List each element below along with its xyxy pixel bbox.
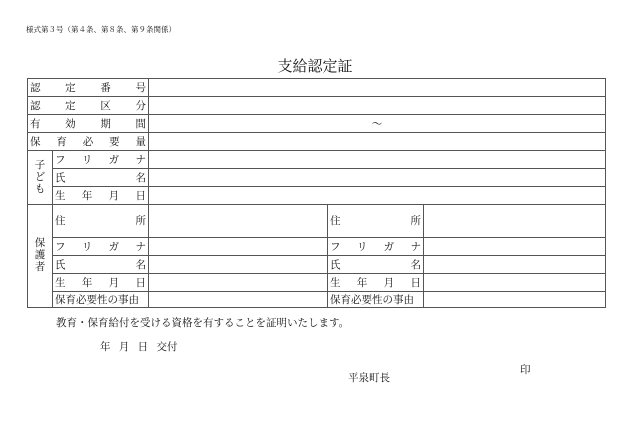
row-category [28, 97, 606, 115]
label-guardian1-reason: 保育必要性の事由 [53, 292, 149, 308]
child-group-label: 子ども [28, 151, 53, 205]
label-guardian1-birth: 生 年 月 日 [53, 274, 149, 292]
row-guardian-birth [28, 274, 606, 292]
label-child-birth: 生 年 月 日 [53, 187, 149, 205]
label-guardian2-reason: 保育必要性の事由 [328, 292, 424, 308]
field-child-birth[interactable] [149, 187, 606, 205]
field-childcare-need[interactable] [149, 133, 606, 151]
row-guardian-reason [28, 292, 606, 308]
label-guardian1-furigana: フ リ ガ ナ [53, 238, 149, 256]
field-guardian1-name[interactable] [149, 256, 328, 274]
field-guardian2-furigana[interactable] [424, 238, 606, 256]
form-reference: 様式第３号（第４条、第８条、第９条関係） [26, 25, 176, 34]
seal-mark: 印 [520, 364, 531, 376]
label-child-name: 氏 名 [53, 169, 149, 187]
row-validity [28, 115, 606, 133]
label-guardian2-name: 氏 名 [328, 256, 424, 274]
row-guardian-furigana [28, 238, 606, 256]
label-guardian2-birth: 生 年 月 日 [328, 274, 424, 292]
field-guardian2-birth[interactable] [424, 274, 606, 292]
field-guardian2-name[interactable] [424, 256, 606, 274]
row-guardian-name [28, 256, 606, 274]
validity-separator: ～ [371, 117, 383, 130]
document-title: 支給認定証 [277, 57, 353, 75]
label-guardian1-name: 氏 名 [53, 256, 149, 274]
guardian-group-label: 保護者 [28, 205, 53, 308]
row-cert-number [28, 79, 606, 97]
field-guardian2-address[interactable] [424, 205, 606, 238]
field-child-name[interactable] [149, 169, 606, 187]
field-guardian1-address[interactable] [149, 205, 328, 238]
row-child-furigana [28, 151, 606, 169]
field-category[interactable] [149, 97, 606, 115]
row-childcare-need [28, 133, 606, 151]
label-guardian1-address: 住 所 [53, 205, 149, 238]
label-category: 認 定 区 分 [28, 97, 149, 115]
label-guardian2-furigana: フ リ ガ ナ [328, 238, 424, 256]
row-guardian-address [28, 205, 606, 238]
label-childcare-need: 保 育 必 要 量 [28, 133, 149, 151]
field-guardian1-furigana[interactable] [149, 238, 328, 256]
label-child-furigana: フ リ ガ ナ [53, 151, 149, 169]
issue-date-line: 年 月 日 交付 [100, 341, 178, 353]
label-guardian2-address: 住 所 [328, 205, 424, 238]
label-cert-number: 認 定 番 号 [28, 79, 149, 97]
field-cert-number[interactable] [149, 79, 606, 97]
field-child-furigana[interactable] [149, 151, 606, 169]
certification-statement: 教育・保育給付を受ける資格を有することを証明いたします。 [56, 317, 350, 329]
field-guardian1-reason[interactable] [149, 292, 328, 308]
row-child-birth [28, 187, 606, 205]
issuer-title: 平泉町長 [348, 372, 390, 384]
label-validity: 有 効 期 間 [28, 115, 149, 133]
field-guardian1-birth[interactable] [149, 274, 328, 292]
field-validity[interactable] [149, 115, 606, 133]
field-guardian2-reason[interactable] [424, 292, 606, 308]
certificate-form [27, 78, 606, 308]
row-child-name [28, 169, 606, 187]
